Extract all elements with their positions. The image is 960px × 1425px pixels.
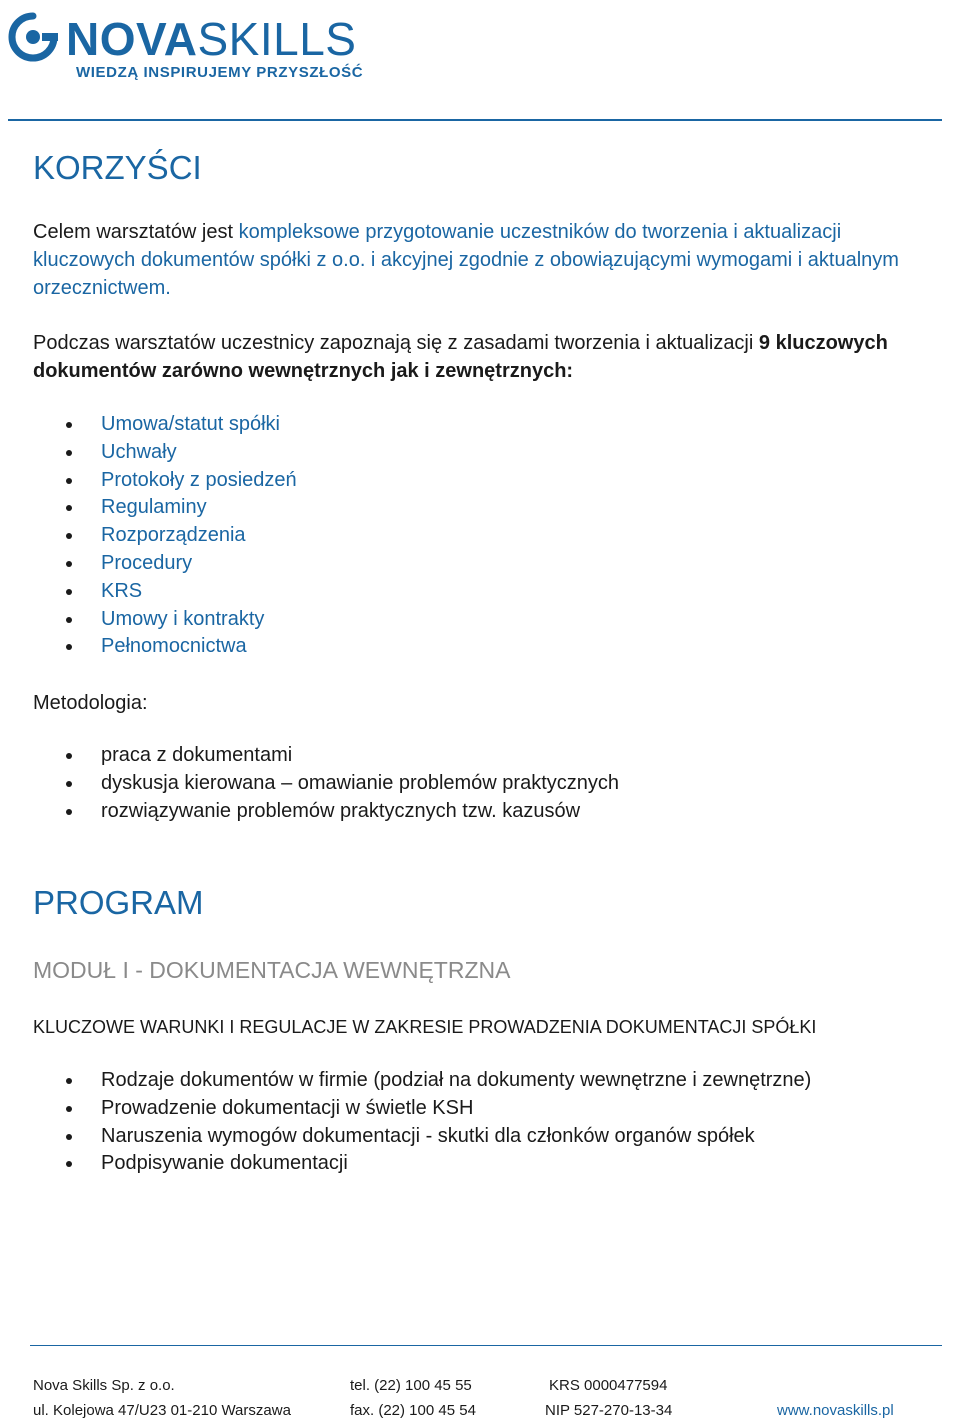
- list-item: Prowadzenie dokumentacji w świetle KSH: [66, 1095, 926, 1123]
- header-divider: [8, 119, 942, 121]
- list-item: KRS: [66, 578, 926, 606]
- methodology-label: Metodologia:: [33, 692, 148, 714]
- bullet-icon: [66, 450, 72, 456]
- list-item: Uchwały: [66, 439, 926, 467]
- novaskills-logo-icon: [8, 12, 58, 62]
- intro-prefix: Celem warsztatów jest: [33, 221, 239, 243]
- bullet-icon: [66, 753, 72, 759]
- bullet-icon: [66, 1134, 72, 1140]
- list-item: Umowy i kontrakty: [66, 606, 926, 634]
- intro-highlight: kompleksowe przygotowanie uczestników do tworzenia i aktualizacji kluczowych dokumentów spółki z o.o. i akcyjnej zgodnie z obowiązującymi wymogami i aktualnym orzecznictwem.: [33, 221, 899, 299]
- footer-tel: tel. (22) 100 45 55: [350, 1377, 472, 1394]
- para-bold: 9 kluczowych dokumentów zarówno wewnętrznych jak i zewnętrznych:: [33, 332, 888, 382]
- list-item: Regulaminy: [66, 494, 926, 522]
- para-prefix: Podczas warsztatów uczestnicy zapoznają się z zasadami tworzenia i aktualizacji: [33, 332, 759, 354]
- bullet-icon: [66, 644, 72, 650]
- module-title: MODUŁ I - DOKUMENTACJA WEWNĘTRZNA: [33, 957, 511, 983]
- list-item: Pełnomocnictwa: [66, 633, 926, 661]
- list-item: Procedury: [66, 550, 926, 578]
- documents-intro-paragraph: [33, 329, 923, 385]
- footer-address: ul. Kolejowa 47/U23 01-210 Warszawa: [33, 1402, 291, 1419]
- list-item: Naruszenia wymogów dokumentacji - skutki dla członków organów spółek: [66, 1123, 926, 1151]
- section-title: KLUCZOWE WARUNKI I REGULACJE W ZAKRESIE PROWADZENIA DOKUMENTACJI SPÓŁKI: [33, 1017, 817, 1037]
- footer-fax: fax. (22) 100 45 54: [350, 1402, 476, 1419]
- footer-company: Nova Skills Sp. z o.o.: [33, 1377, 175, 1394]
- footer-divider: [30, 1345, 942, 1346]
- list-item: Rodzaje dokumentów w firmie (podział na dokumenty wewnętrzne i zewnętrzne): [66, 1067, 926, 1095]
- bullet-icon: [66, 505, 72, 511]
- list-item: praca z dokumentami: [66, 742, 926, 770]
- korzysci-heading: KORZYŚCI: [33, 149, 202, 186]
- documents-list: [66, 411, 926, 661]
- list-item: Protokoły z posiedzeń: [66, 467, 926, 495]
- bullet-icon: [66, 781, 72, 787]
- footer-krs: KRS 0000477594: [549, 1377, 668, 1394]
- list-item: dyskusja kierowana – omawianie problemów praktycznych: [66, 770, 926, 798]
- methodology-list: [66, 742, 926, 825]
- logo-tagline: WIEDZĄ INSPIRUJEMY PRZYSZŁOŚĆ: [76, 64, 364, 81]
- bullet-icon: [66, 617, 72, 623]
- bullet-icon: [66, 809, 72, 815]
- bullet-icon: [66, 1078, 72, 1084]
- bullet-icon: [66, 533, 72, 539]
- logo-wordmark: NOVASKILLS: [66, 13, 357, 65]
- intro-paragraph: [33, 218, 913, 302]
- bullet-icon: [66, 478, 72, 484]
- program-list: [66, 1067, 926, 1178]
- bullet-icon: [66, 589, 72, 595]
- bullet-icon: [66, 1161, 72, 1167]
- list-item: Umowa/statut spółki: [66, 411, 926, 439]
- list-item: Rozporządzenia: [66, 522, 926, 550]
- list-item: rozwiązywanie problemów praktycznych tzw. kazusów: [66, 798, 926, 826]
- bullet-icon: [66, 1106, 72, 1112]
- list-item: Podpisywanie dokumentacji: [66, 1150, 926, 1178]
- bullet-icon: [66, 561, 72, 567]
- program-heading: PROGRAM: [33, 884, 204, 921]
- footer-nip: NIP 527-270-13-34: [545, 1402, 673, 1419]
- bullet-icon: [66, 422, 72, 428]
- footer-website-link[interactable]: www.novaskills.pl: [777, 1402, 894, 1419]
